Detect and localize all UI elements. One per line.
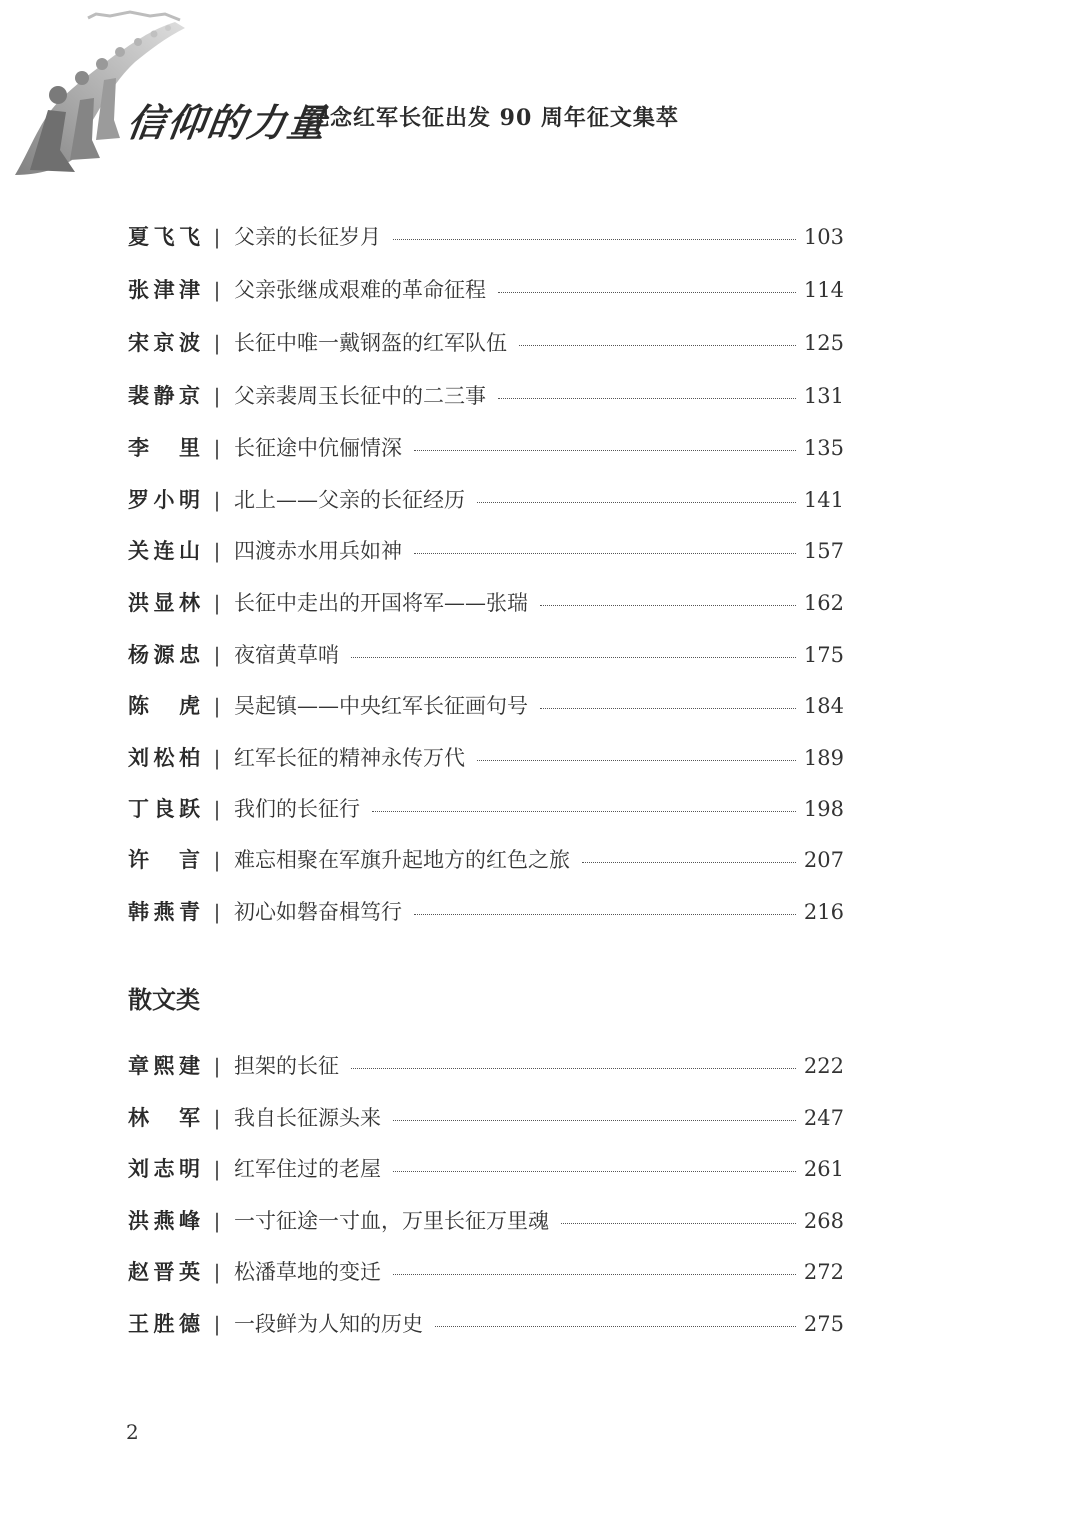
page-header [0,0,1080,190]
entry-title: 夜宿黄草哨 [234,643,339,667]
entry-page-number: 275 [803,1312,844,1336]
toc-entry[interactable] [128,1307,844,1341]
dot-leader [540,708,796,709]
toc-entry[interactable] [128,326,844,360]
entry-title: 难忘相聚在军旗升起地方的红色之旅 [234,848,570,872]
dot-leader [519,345,796,346]
entry-page-number: 268 [803,1209,844,1233]
entry-page-number: 131 [803,384,844,408]
toc-entry[interactable] [128,483,844,517]
entry-title: 父亲裴周玉长征中的二三事 [234,384,486,408]
entry-title: 初心如磐奋楫笃行 [234,900,402,924]
entry-title: 担架的长征 [234,1054,339,1078]
toc-entry[interactable] [128,792,844,826]
entry-author: 杨源忠 [128,642,200,667]
entry-author: 洪显林 [128,590,200,615]
entry-page-number: 125 [803,331,844,355]
entry-title: 一寸征途一寸血，万里长征万里魂 [234,1209,549,1233]
dot-leader [351,1068,796,1069]
entry-title: 父亲张继成艰难的革命征程 [234,278,486,302]
toc-entry[interactable] [128,741,844,775]
dot-leader [414,553,796,554]
entry-page-number: 135 [803,436,844,460]
entry-page-number: 272 [803,1260,844,1284]
dot-leader [393,1171,796,1172]
entry-separator: | [213,436,221,460]
entry-page-number: 207 [803,848,844,872]
entry-author: 裴静京 [128,383,200,408]
dot-leader [393,239,796,240]
entry-page-number: 184 [803,694,844,718]
entry-separator: | [213,591,221,615]
dot-leader [372,811,796,812]
toc-entry[interactable] [128,638,844,672]
toc-entry[interactable] [128,534,844,568]
book-title-calligraphy: 信仰的力量 [124,100,331,145]
entry-author: 关连山 [128,538,200,563]
entry-author: 刘志明 [128,1156,200,1181]
dot-leader [435,1326,796,1327]
toc-entry[interactable] [128,431,844,465]
toc-entry[interactable] [128,1152,844,1186]
entry-page-number: 261 [803,1157,844,1181]
entry-author: 丁良跃 [128,796,200,821]
entry-title: 长征途中伉俪情深 [234,436,402,460]
toc-entry[interactable] [128,273,844,307]
entry-separator: | [213,1106,221,1130]
toc-entry[interactable] [128,1101,844,1135]
entry-author: 赵晋英 [128,1259,200,1284]
entry-author: 林 军 [128,1105,200,1130]
dot-leader [582,862,796,863]
section-heading-prose: 散文类 [128,985,200,1014]
entry-title: 长征中走出的开国将军——张瑞 [234,591,528,615]
entry-separator: | [213,694,221,718]
toc-entry[interactable] [128,1255,844,1289]
entry-title: 北上——父亲的长征经历 [234,488,465,512]
entry-page-number: 175 [803,643,844,667]
entry-title: 父亲的长征岁月 [234,225,381,249]
entry-separator: | [213,1157,221,1181]
entry-author: 刘松柏 [128,745,200,770]
entry-title: 一段鲜为人知的历史 [234,1312,423,1336]
dot-leader [498,292,796,293]
entry-title: 我们的长征行 [234,797,360,821]
entry-author: 章熙建 [128,1053,200,1078]
entry-title: 我自长征源头来 [234,1106,381,1130]
dot-leader [393,1274,796,1275]
entry-title: 吴起镇——中央红军长征画句号 [234,694,528,718]
entry-author: 夏飞飞 [128,224,200,249]
entry-author: 罗小明 [128,487,200,512]
entry-author: 许 言 [128,847,200,872]
dot-leader [351,657,796,658]
entry-separator: | [213,384,221,408]
entry-author: 张津津 [128,277,200,302]
dot-leader [414,914,796,915]
entry-separator: | [213,797,221,821]
entry-author: 洪燕峰 [128,1208,200,1233]
entry-author: 陈 虎 [128,693,200,718]
toc-entry[interactable] [128,895,844,929]
entry-separator: | [213,1260,221,1284]
dot-leader [477,760,796,761]
entry-separator: | [213,746,221,770]
entry-title: 红军住过的老屋 [234,1157,381,1181]
toc-entry[interactable] [128,586,844,620]
dot-leader [561,1223,796,1224]
toc-entry[interactable] [128,220,844,254]
entry-author: 李 里 [128,435,200,460]
entry-separator: | [213,225,221,249]
entry-author: 王胜德 [128,1311,200,1336]
entry-page-number: 189 [803,746,844,770]
entry-page-number: 157 [803,539,844,563]
page-number-footer: 2 [126,1420,139,1444]
entry-page-number: 103 [803,225,844,249]
dot-leader [498,398,796,399]
entry-page-number: 141 [803,488,844,512]
entry-page-number: 162 [803,591,844,615]
book-subtitle: 纪念红军长征出发 90 周年征文集萃 [307,105,679,131]
entry-separator: | [213,1312,221,1336]
entry-separator: | [213,488,221,512]
entry-separator: | [213,900,221,924]
entry-page-number: 247 [803,1106,844,1130]
entry-title: 长征中唯一戴钢盔的红军队伍 [234,331,507,355]
entry-separator: | [213,331,221,355]
entry-title: 松潘草地的变迁 [234,1260,381,1284]
entry-page-number: 216 [803,900,844,924]
entry-separator: | [213,1209,221,1233]
toc-entry[interactable] [128,1049,844,1083]
dot-leader [393,1120,796,1121]
toc-entry[interactable] [128,379,844,413]
toc-entry[interactable] [128,1204,844,1238]
entry-separator: | [213,848,221,872]
entry-title: 四渡赤水用兵如神 [234,539,402,563]
entry-page-number: 198 [803,797,844,821]
entry-separator: | [213,1054,221,1078]
dot-leader [477,502,796,503]
entry-page-number: 114 [803,278,844,302]
entry-separator: | [213,278,221,302]
toc-entry[interactable] [128,843,844,877]
toc-entry[interactable] [128,689,844,723]
entry-title: 红军长征的精神永传万代 [234,746,465,770]
entry-separator: | [213,539,221,563]
dot-leader [414,450,796,451]
entry-author: 宋京波 [128,330,200,355]
entry-author: 韩燕青 [128,899,200,924]
entry-separator: | [213,643,221,667]
entry-page-number: 222 [803,1054,844,1078]
dot-leader [540,605,796,606]
